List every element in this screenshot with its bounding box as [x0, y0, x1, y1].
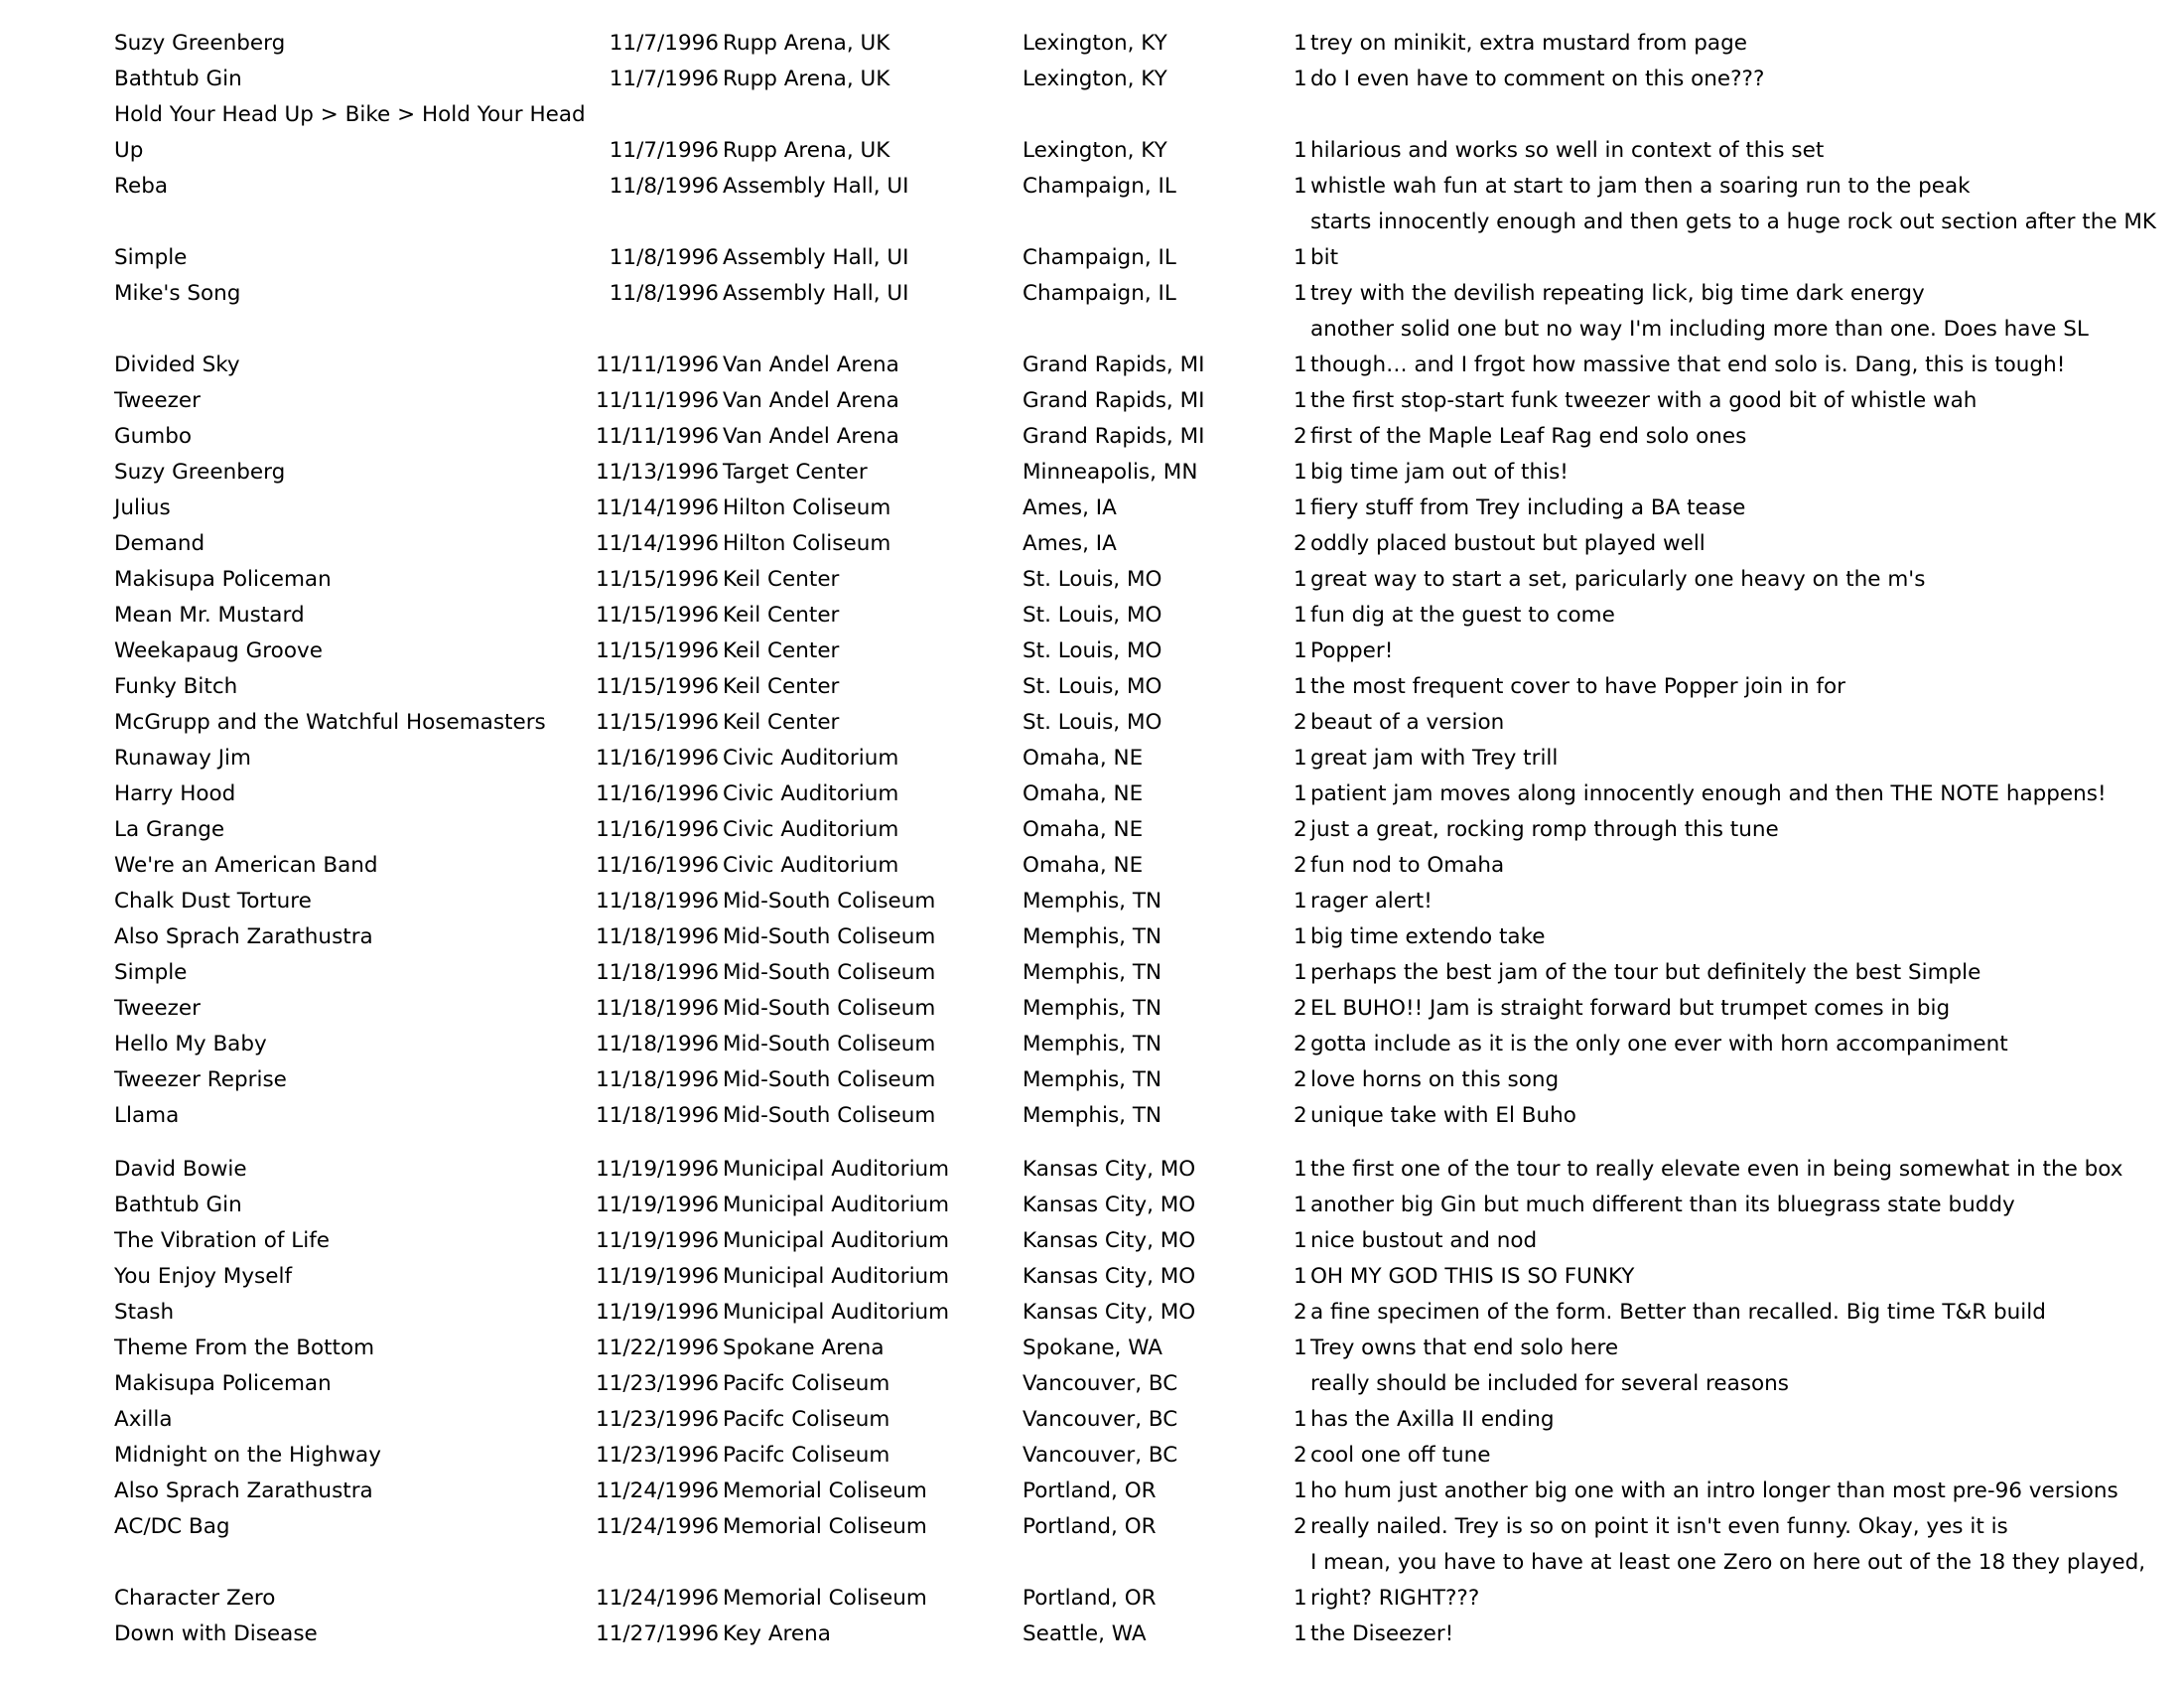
rank-cell: 1: [1294, 67, 1307, 91]
song-cell: Character Zero: [114, 1586, 276, 1611]
venue-cell: Keil Center: [723, 567, 840, 592]
city-cell: Portland, OR: [1023, 1586, 1157, 1611]
song-cell: Suzy Greenberg: [114, 31, 286, 56]
table-row: [0, 1027, 2184, 1062]
city-cell: Grand Rapids, MI: [1023, 388, 1205, 413]
song-cell: Mike's Song: [114, 281, 241, 306]
note-cell: trey on minikit, extra mustard from page: [1310, 31, 1747, 56]
table-row: [0, 1581, 2184, 1617]
city-cell: Minneapolis, MN: [1023, 460, 1198, 485]
table-row: [0, 312, 2184, 348]
rank-cell: 1: [1294, 31, 1307, 56]
venue-cell: Memorial Coliseum: [723, 1586, 927, 1611]
city-cell: Memphis, TN: [1023, 889, 1162, 914]
rank-cell: 1: [1294, 1621, 1307, 1646]
rank-cell: 2: [1294, 996, 1307, 1021]
date-cell: 11/15/1996: [596, 638, 719, 663]
rank-cell: 1: [1294, 495, 1307, 520]
table-row: [0, 1366, 2184, 1402]
table-row: [0, 1098, 2184, 1134]
venue-cell: Mid-South Coliseum: [723, 1067, 936, 1092]
city-cell: Kansas City, MO: [1023, 1193, 1196, 1217]
song-cell: You Enjoy Myself: [114, 1264, 293, 1289]
note-cell: EL BUHO!! Jam is straight forward but trumpet comes in big: [1310, 996, 1951, 1021]
venue-cell: Keil Center: [723, 710, 840, 735]
city-cell: Champaign, IL: [1023, 174, 1176, 199]
city-cell: Portland, OR: [1023, 1478, 1157, 1503]
date-cell: 11/8/1996: [609, 245, 719, 270]
rank-cell: 1: [1294, 281, 1307, 306]
date-cell: 11/15/1996: [596, 710, 719, 735]
date-cell: 11/18/1996: [596, 1067, 719, 1092]
city-cell: Lexington, KY: [1023, 31, 1167, 56]
date-cell: 11/19/1996: [596, 1300, 719, 1325]
note-continuation: another solid one but no way I'm including more than one. Does have SL: [1310, 317, 2089, 342]
city-cell: Seattle, WA: [1023, 1621, 1147, 1646]
table-row: [0, 383, 2184, 419]
venue-cell: Municipal Auditorium: [723, 1300, 950, 1325]
venue-cell: Civic Auditorium: [723, 853, 899, 878]
venue-cell: Memorial Coliseum: [723, 1514, 927, 1539]
song-cell: Hold Your Head Up > Bike > Hold Your Head: [114, 102, 586, 127]
venue-cell: Mid-South Coliseum: [723, 996, 936, 1021]
city-cell: Vancouver, BC: [1023, 1371, 1178, 1396]
note-cell: has the Axilla II ending: [1310, 1407, 1555, 1432]
table-row: [0, 1545, 2184, 1581]
city-cell: Grand Rapids, MI: [1023, 424, 1205, 449]
city-cell: St. Louis, MO: [1023, 567, 1162, 592]
date-cell: 11/23/1996: [596, 1407, 719, 1432]
table-row: [0, 705, 2184, 741]
date-cell: 11/23/1996: [596, 1371, 719, 1396]
table-row: [0, 633, 2184, 669]
venue-cell: Municipal Auditorium: [723, 1228, 950, 1253]
rank-cell: 1: [1294, 746, 1307, 771]
city-cell: Ames, IA: [1023, 531, 1117, 556]
venue-cell: Keil Center: [723, 674, 840, 699]
table-row: [0, 348, 2184, 383]
song-cell: Makisupa Policeman: [114, 567, 332, 592]
table-row: [0, 1438, 2184, 1474]
venue-cell: Municipal Auditorium: [723, 1157, 950, 1182]
song-cell: Midnight on the Highway: [114, 1443, 381, 1468]
note-cell: Popper!: [1310, 638, 1394, 663]
rank-cell: 2: [1294, 1443, 1307, 1468]
table-row: [0, 955, 2184, 991]
song-cell: AC/DC Bag: [114, 1514, 230, 1539]
venue-cell: Mid-South Coliseum: [723, 889, 936, 914]
note-continuation: I mean, you have to have at least one Zero on here out of the 18 they played,: [1310, 1550, 2146, 1575]
table-row: [0, 598, 2184, 633]
rank-cell: 2: [1294, 1300, 1307, 1325]
rank-cell: 2: [1294, 710, 1307, 735]
city-cell: St. Louis, MO: [1023, 638, 1162, 663]
table-row: [0, 526, 2184, 562]
date-cell: 11/19/1996: [596, 1157, 719, 1182]
rank-cell: 1: [1294, 781, 1307, 806]
note-cell: love horns on this song: [1310, 1067, 1560, 1092]
city-cell: Champaign, IL: [1023, 281, 1176, 306]
song-cell: La Grange: [114, 817, 225, 842]
rank-cell: 1: [1294, 388, 1307, 413]
note-cell: another big Gin but much different than its bluegrass state buddy: [1310, 1193, 2015, 1217]
note-cell: right? RIGHT???: [1310, 1586, 1480, 1611]
date-cell: 11/8/1996: [609, 174, 719, 199]
venue-cell: Rupp Arena, UK: [723, 31, 890, 56]
date-cell: 11/14/1996: [596, 531, 719, 556]
city-cell: Kansas City, MO: [1023, 1300, 1196, 1325]
rank-cell: 1: [1294, 138, 1307, 163]
rank-cell: 1: [1294, 638, 1307, 663]
rank-cell: 1: [1294, 603, 1307, 628]
note-cell: great way to start a set, paricularly one heavy on the m's: [1310, 567, 1926, 592]
date-cell: 11/19/1996: [596, 1193, 719, 1217]
date-cell: 11/24/1996: [596, 1478, 719, 1503]
venue-cell: Keil Center: [723, 638, 840, 663]
note-cell: trey with the devilish repeating lick, big time dark energy: [1310, 281, 1925, 306]
venue-cell: Mid-South Coliseum: [723, 924, 936, 949]
venue-cell: Van Andel Arena: [723, 352, 899, 377]
city-cell: Memphis, TN: [1023, 1067, 1162, 1092]
note-cell: unique take with El Buho: [1310, 1103, 1576, 1128]
date-cell: 11/18/1996: [596, 1103, 719, 1128]
song-cell: The Vibration of Life: [114, 1228, 331, 1253]
song-cell: Stash: [114, 1300, 175, 1325]
date-cell: 11/15/1996: [596, 603, 719, 628]
note-cell: the Diseezer!: [1310, 1621, 1454, 1646]
table-row: [0, 97, 2184, 133]
table-row: [0, 991, 2184, 1027]
city-cell: Portland, OR: [1023, 1514, 1157, 1539]
venue-cell: Mid-South Coliseum: [723, 960, 936, 985]
date-cell: 11/14/1996: [596, 495, 719, 520]
song-cell: Chalk Dust Torture: [114, 889, 312, 914]
venue-cell: Spokane Arena: [723, 1336, 885, 1360]
song-cell: Julius: [114, 495, 171, 520]
venue-cell: Municipal Auditorium: [723, 1193, 950, 1217]
song-cell: Divided Sky: [114, 352, 240, 377]
table-row: [0, 1223, 2184, 1259]
city-cell: St. Louis, MO: [1023, 603, 1162, 628]
city-cell: Omaha, NE: [1023, 817, 1144, 842]
song-cell: Tweezer Reprise: [114, 1067, 287, 1092]
venue-cell: Pacifc Coliseum: [723, 1443, 890, 1468]
rank-cell: 1: [1294, 1586, 1307, 1611]
note-cell: whistle wah fun at start to jam then a soaring run to the peak: [1310, 174, 1971, 199]
date-cell: 11/24/1996: [596, 1586, 719, 1611]
date-cell: 11/11/1996: [596, 388, 719, 413]
city-cell: St. Louis, MO: [1023, 674, 1162, 699]
date-cell: 11/11/1996: [596, 352, 719, 377]
table-row: [0, 1259, 2184, 1295]
song-cell: Up: [114, 138, 144, 163]
venue-cell: Assembly Hall, UI: [723, 281, 909, 306]
date-cell: 11/18/1996: [596, 889, 719, 914]
rank-cell: 1: [1294, 1157, 1307, 1182]
note-cell: ho hum just another big one with an intro longer than most pre-96 versions: [1310, 1478, 2118, 1503]
date-cell: 11/23/1996: [596, 1443, 719, 1468]
note-cell: a fine specimen of the form. Better than recalled. Big time T&R build: [1310, 1300, 2046, 1325]
venue-cell: Hilton Coliseum: [723, 495, 891, 520]
rank-cell: 1: [1294, 245, 1307, 270]
song-cell: Gumbo: [114, 424, 193, 449]
date-cell: 11/18/1996: [596, 924, 719, 949]
table-row: [0, 1474, 2184, 1509]
rank-cell: 1: [1294, 567, 1307, 592]
song-cell: McGrupp and the Watchful Hosemasters: [114, 710, 546, 735]
venue-cell: Civic Auditorium: [723, 746, 899, 771]
venue-cell: Civic Auditorium: [723, 817, 899, 842]
note-cell: fun dig at the guest to come: [1310, 603, 1615, 628]
note-cell: first of the Maple Leaf Rag end solo ones: [1310, 424, 1747, 449]
song-cell: Mean Mr. Mustard: [114, 603, 305, 628]
note-cell: big time extendo take: [1310, 924, 1546, 949]
venue-cell: Mid-South Coliseum: [723, 1032, 936, 1056]
table-row: [0, 812, 2184, 848]
note-cell: Trey owns that end solo here: [1310, 1336, 1619, 1360]
table-row: [0, 240, 2184, 276]
city-cell: Vancouver, BC: [1023, 1443, 1178, 1468]
date-cell: 11/19/1996: [596, 1228, 719, 1253]
date-cell: 11/18/1996: [596, 1032, 719, 1056]
note-cell: bit: [1310, 245, 1339, 270]
city-cell: Memphis, TN: [1023, 996, 1162, 1021]
note-cell: gotta include as it is the only one ever with horn accompaniment: [1310, 1032, 2008, 1056]
rank-cell: 1: [1294, 352, 1307, 377]
date-cell: 11/19/1996: [596, 1264, 719, 1289]
table-row: [0, 62, 2184, 97]
table-row: [0, 1509, 2184, 1545]
note-cell: perhaps the best jam of the tour but definitely the best Simple: [1310, 960, 1981, 985]
song-cell: We're an American Band: [114, 853, 378, 878]
song-cell: Funky Bitch: [114, 674, 238, 699]
table-row: [0, 1617, 2184, 1652]
rank-cell: 1: [1294, 674, 1307, 699]
city-cell: Spokane, WA: [1023, 1336, 1163, 1360]
table-row: [0, 848, 2184, 884]
date-cell: 11/15/1996: [596, 567, 719, 592]
city-cell: Kansas City, MO: [1023, 1157, 1196, 1182]
note-cell: patient jam moves along innocently enough and then THE NOTE happens!: [1310, 781, 2107, 806]
date-cell: 11/16/1996: [596, 746, 719, 771]
date-cell: 11/18/1996: [596, 960, 719, 985]
table-row: [0, 1152, 2184, 1188]
table-row: [0, 562, 2184, 598]
rank-cell: 2: [1294, 531, 1307, 556]
rank-cell: 1: [1294, 1336, 1307, 1360]
date-cell: 11/22/1996: [596, 1336, 719, 1360]
venue-cell: Target Center: [723, 460, 868, 485]
city-cell: Kansas City, MO: [1023, 1228, 1196, 1253]
date-cell: 11/13/1996: [596, 460, 719, 485]
venue-cell: Memorial Coliseum: [723, 1478, 927, 1503]
song-cell: Suzy Greenberg: [114, 460, 286, 485]
venue-cell: Hilton Coliseum: [723, 531, 891, 556]
city-cell: Memphis, TN: [1023, 1032, 1162, 1056]
date-cell: 11/7/1996: [609, 138, 719, 163]
table-row: [0, 669, 2184, 705]
date-cell: 11/7/1996: [609, 67, 719, 91]
note-cell: cool one off tune: [1310, 1443, 1491, 1468]
venue-cell: Civic Auditorium: [723, 781, 899, 806]
rank-cell: 2: [1294, 1032, 1307, 1056]
note-cell: the most frequent cover to have Popper join in for: [1310, 674, 1845, 699]
rank-cell: 2: [1294, 1103, 1307, 1128]
city-cell: Lexington, KY: [1023, 67, 1167, 91]
table-row: [0, 1331, 2184, 1366]
venue-cell: Assembly Hall, UI: [723, 245, 909, 270]
rank-cell: 2: [1294, 817, 1307, 842]
rank-cell: 1: [1294, 924, 1307, 949]
note-cell: fiery stuff from Trey including a BA tease: [1310, 495, 1746, 520]
note-cell: rager alert!: [1310, 889, 1433, 914]
rank-cell: 2: [1294, 1067, 1307, 1092]
song-cell: Down with Disease: [114, 1621, 318, 1646]
venue-cell: Pacifc Coliseum: [723, 1407, 890, 1432]
city-cell: St. Louis, MO: [1023, 710, 1162, 735]
song-cell: Axilla: [114, 1407, 173, 1432]
date-cell: 11/15/1996: [596, 674, 719, 699]
venue-cell: Van Andel Arena: [723, 388, 899, 413]
table-row: [0, 1062, 2184, 1098]
note-cell: fun nod to Omaha: [1310, 853, 1505, 878]
rank-cell: 1: [1294, 1407, 1307, 1432]
table-row: [0, 169, 2184, 205]
venue-cell: Rupp Arena, UK: [723, 67, 890, 91]
rank-cell: 2: [1294, 1514, 1307, 1539]
date-cell: 11/16/1996: [596, 817, 719, 842]
table-row: [0, 919, 2184, 955]
date-cell: 11/16/1996: [596, 781, 719, 806]
song-cell: Demand: [114, 531, 205, 556]
song-cell: Harry Hood: [114, 781, 236, 806]
venue-cell: Key Arena: [723, 1621, 831, 1646]
city-cell: Omaha, NE: [1023, 853, 1144, 878]
song-cell: Hello My Baby: [114, 1032, 267, 1056]
song-cell: Bathtub Gin: [114, 67, 242, 91]
venue-cell: Pacifc Coliseum: [723, 1371, 890, 1396]
city-cell: Vancouver, BC: [1023, 1407, 1178, 1432]
note-cell: really should be included for several reasons: [1310, 1371, 1789, 1396]
table-row: [0, 26, 2184, 62]
venue-cell: Van Andel Arena: [723, 424, 899, 449]
table-row: [0, 1402, 2184, 1438]
song-cell: Theme From the Bottom: [114, 1336, 375, 1360]
note-cell: beaut of a version: [1310, 710, 1505, 735]
note-cell: just a great, rocking romp through this tune: [1310, 817, 1779, 842]
rank-cell: 2: [1294, 853, 1307, 878]
date-cell: 11/11/1996: [596, 424, 719, 449]
table-row: [0, 1295, 2184, 1331]
note-cell: oddly placed bustout but played well: [1310, 531, 1706, 556]
song-cell: Tweezer: [114, 996, 201, 1021]
city-cell: Champaign, IL: [1023, 245, 1176, 270]
city-cell: Memphis, TN: [1023, 960, 1162, 985]
venue-cell: Assembly Hall, UI: [723, 174, 909, 199]
table-row: [0, 1188, 2184, 1223]
table-row: [0, 205, 2184, 240]
song-cell: Makisupa Policeman: [114, 1371, 332, 1396]
city-cell: Lexington, KY: [1023, 138, 1167, 163]
date-cell: 11/18/1996: [596, 996, 719, 1021]
song-cell: Llama: [114, 1103, 180, 1128]
song-cell: Simple: [114, 960, 188, 985]
note-cell: really nailed. Trey is so on point it isn't even funny. Okay, yes it is: [1310, 1514, 2008, 1539]
rank-cell: 2: [1294, 424, 1307, 449]
rank-cell: 1: [1294, 1228, 1307, 1253]
note-cell: hilarious and works so well in context of this set: [1310, 138, 1825, 163]
note-cell: OH MY GOD THIS IS SO FUNKY: [1310, 1264, 1635, 1289]
rank-cell: 1: [1294, 960, 1307, 985]
note-cell: great jam with Trey trill: [1310, 746, 1559, 771]
table-row: [0, 419, 2184, 455]
city-cell: Omaha, NE: [1023, 781, 1144, 806]
table-row: [0, 741, 2184, 776]
rank-cell: 1: [1294, 1264, 1307, 1289]
song-cell: Also Sprach Zarathustra: [114, 1478, 373, 1503]
note-continuation: starts innocently enough and then gets to a huge rock out section after the MK: [1310, 210, 2157, 234]
rank-cell: 1: [1294, 889, 1307, 914]
note-cell: the first stop-start funk tweezer with a good bit of whistle wah: [1310, 388, 1978, 413]
note-cell: though… and I frgot how massive that end solo is. Dang, this is tough!: [1310, 352, 2066, 377]
song-cell: Simple: [114, 245, 188, 270]
song-cell: Runaway Jim: [114, 746, 251, 771]
table-row: [0, 133, 2184, 169]
song-cell: Tweezer: [114, 388, 201, 413]
rank-cell: 1: [1294, 174, 1307, 199]
date-cell: 11/27/1996: [596, 1621, 719, 1646]
venue-cell: Mid-South Coliseum: [723, 1103, 936, 1128]
note-cell: do I even have to comment on this one???: [1310, 67, 1765, 91]
note-cell: nice bustout and nod: [1310, 1228, 1538, 1253]
note-cell: big time jam out of this!: [1310, 460, 1569, 485]
rank-cell: 1: [1294, 1193, 1307, 1217]
date-cell: 11/24/1996: [596, 1514, 719, 1539]
date-cell: 11/16/1996: [596, 853, 719, 878]
date-cell: 11/7/1996: [609, 31, 719, 56]
city-cell: Omaha, NE: [1023, 746, 1144, 771]
venue-cell: Municipal Auditorium: [723, 1264, 950, 1289]
table-row: [0, 455, 2184, 491]
song-cell: Also Sprach Zarathustra: [114, 924, 373, 949]
city-cell: Grand Rapids, MI: [1023, 352, 1205, 377]
song-cell: Bathtub Gin: [114, 1193, 242, 1217]
city-cell: Memphis, TN: [1023, 924, 1162, 949]
song-cell: Reba: [114, 174, 169, 199]
city-cell: Ames, IA: [1023, 495, 1117, 520]
song-cell: David Bowie: [114, 1157, 247, 1182]
table-row: [0, 776, 2184, 812]
table-row: [0, 884, 2184, 919]
date-cell: 11/8/1996: [609, 281, 719, 306]
venue-cell: Keil Center: [723, 603, 840, 628]
rank-cell: 1: [1294, 1478, 1307, 1503]
table-row: [0, 491, 2184, 526]
note-cell: the first one of the tour to really elevate even in being somewhat in the box: [1310, 1157, 2123, 1182]
city-cell: Kansas City, MO: [1023, 1264, 1196, 1289]
venue-cell: Rupp Arena, UK: [723, 138, 890, 163]
city-cell: Memphis, TN: [1023, 1103, 1162, 1128]
table-row: [0, 276, 2184, 312]
song-cell: Weekapaug Groove: [114, 638, 323, 663]
rank-cell: 1: [1294, 460, 1307, 485]
